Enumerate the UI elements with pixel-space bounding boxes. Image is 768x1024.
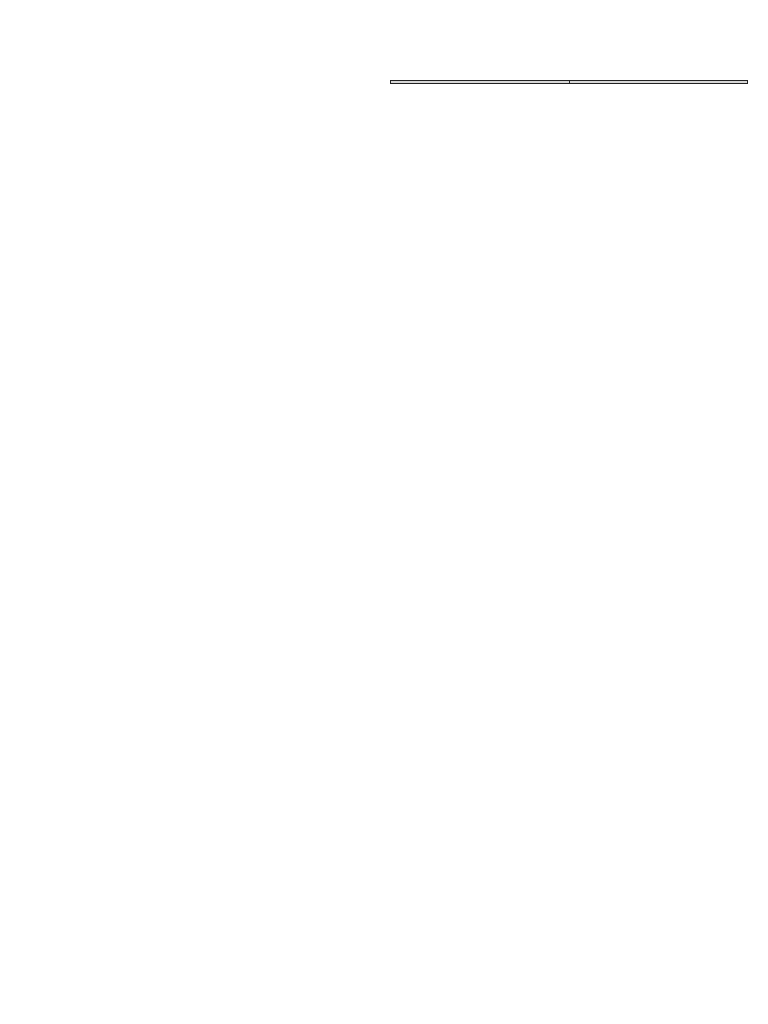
obligations-header (391, 81, 570, 84)
right-column (390, 14, 748, 94)
rights-header (569, 81, 748, 84)
obligations-rights-table (390, 80, 748, 84)
left-column (16, 14, 378, 26)
